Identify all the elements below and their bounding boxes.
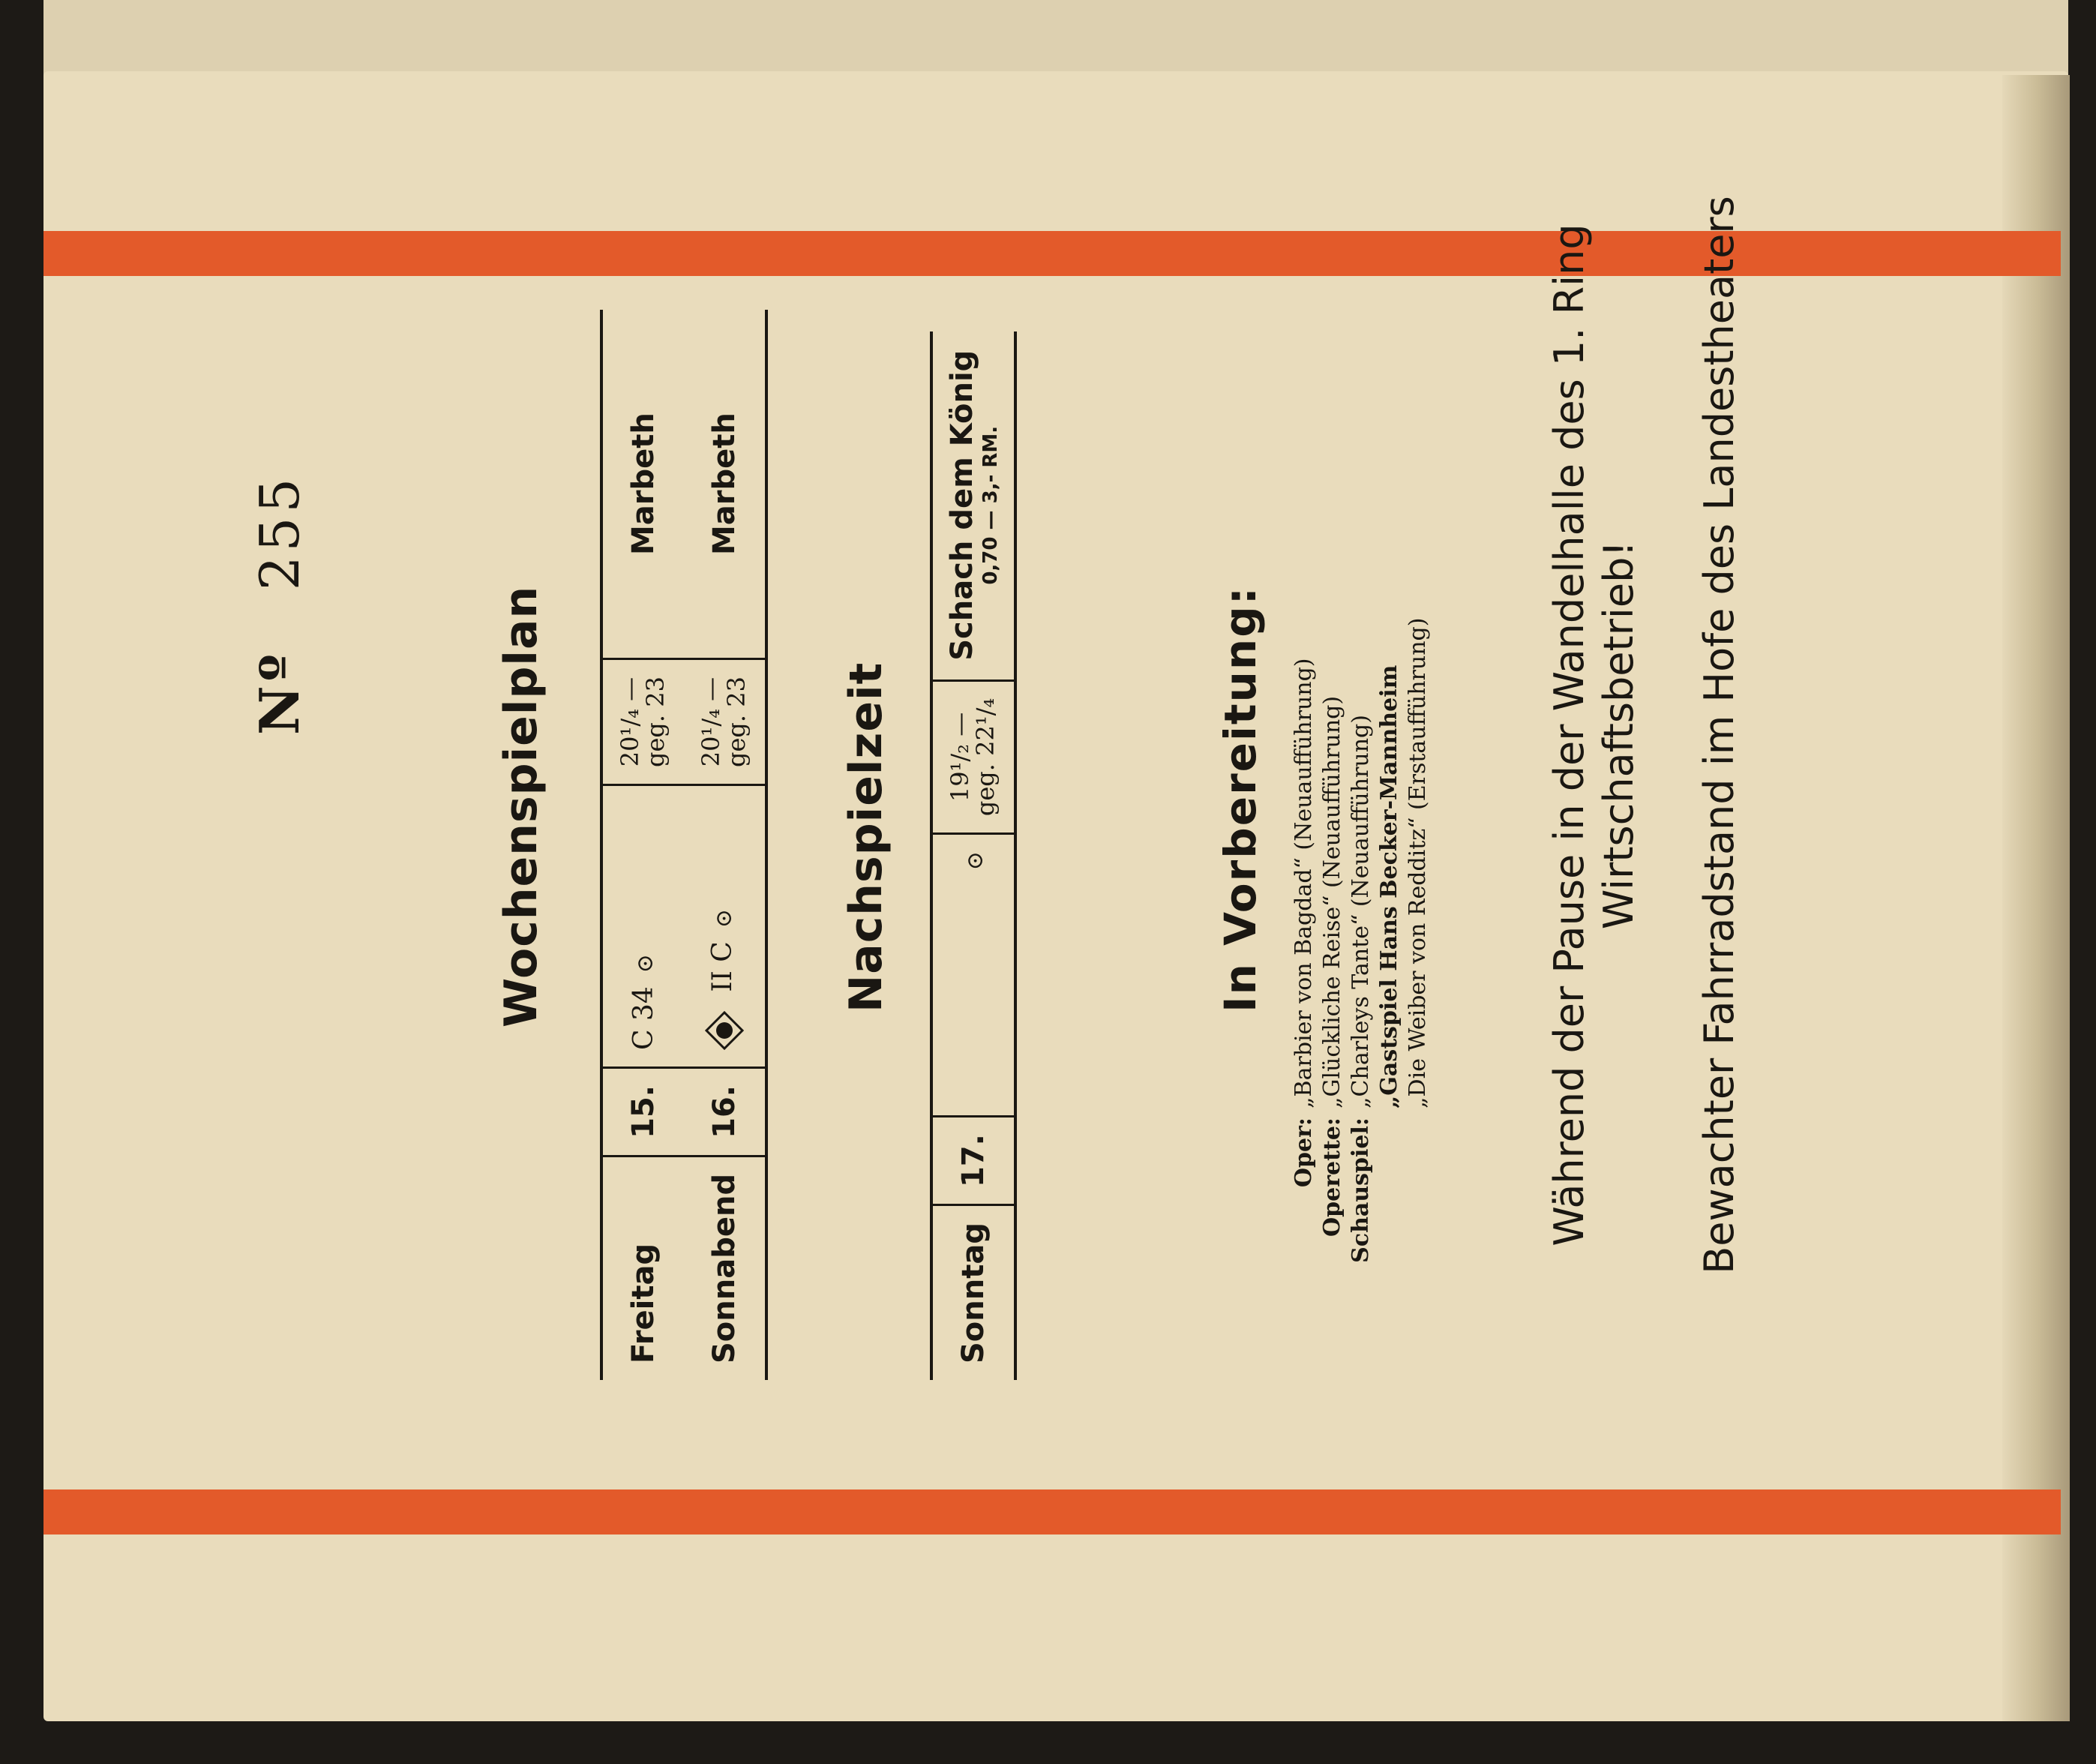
table-row [684, 310, 766, 1380]
weekly-heading: Wochenspielplan [495, 585, 547, 1028]
book-fold [2002, 75, 2070, 1721]
notice-line: Bewachter Fahrradstand im Hofe des Landestheaters [1696, 196, 1743, 1274]
table-row [601, 310, 684, 1380]
issue-number-value: 255 [248, 473, 311, 591]
day-cell: Sonnabend [684, 1156, 766, 1380]
time-end: geg. 23 [641, 676, 670, 768]
date-cell: 15. [601, 1068, 684, 1156]
item-text: „Die Weiber von Redditz“ (Erstaufführung) [1405, 617, 1431, 1108]
preparation-list [1290, 618, 1432, 1298]
time-cell [684, 659, 766, 785]
date-cell: 16. [684, 1068, 766, 1156]
day-cell: Freitag [601, 1156, 684, 1380]
weekly-table [600, 310, 768, 1380]
list-item [1318, 618, 1347, 1298]
post-heading: Nachspielzeit [840, 662, 892, 1012]
table-row [931, 332, 1015, 1380]
info-cell [931, 834, 1015, 1117]
time-start: 20¹/₄ — [616, 676, 645, 767]
list-item [1290, 618, 1318, 1298]
price-range: 0,70 — 3,- RM. [979, 425, 1002, 585]
notice-line: Während der Pause in der Wandelhalle des 1. Ring [1546, 224, 1593, 1246]
time-end: geg. 22¹/₄ [971, 698, 1000, 817]
item-text: „Charleys Tante“ (Neuaufführung) [1348, 715, 1374, 1108]
notice-catering [1545, 98, 1644, 1372]
notice-line: Wirtschaftsbetrieb! [1595, 540, 1642, 930]
info-text: C 34 [628, 986, 659, 1051]
list-item [1375, 618, 1404, 1298]
play-cell: Marbeth [684, 310, 766, 659]
issue-number [247, 474, 311, 735]
theater-emblem-icon [705, 1011, 744, 1050]
date-cell: 17. [931, 1117, 1015, 1205]
list-item [1347, 618, 1375, 1298]
symbol-icon: ⊙ [961, 851, 988, 871]
issue-number-prefix: Nº [247, 650, 311, 735]
category-label: Schauspiel: [1348, 1118, 1374, 1263]
post-table [930, 332, 1017, 1380]
time-cell [601, 659, 684, 785]
item-text: „Gastspiel Hans Becker-Mannheim [1376, 664, 1402, 1108]
info-cell [601, 785, 684, 1068]
symbol-icon: ⊙ [631, 954, 658, 974]
play-cell [931, 332, 1015, 681]
time-cell [931, 680, 1015, 833]
category-label: Oper: [1291, 1118, 1317, 1188]
play-cell: Marbeth [601, 310, 684, 659]
time-start: 20¹/₄ — [697, 676, 726, 767]
symbol-icon: ⊙ [711, 909, 737, 928]
preparation-heading: In Vorbereitung: [1215, 586, 1266, 1012]
info-text: II C [707, 941, 738, 992]
category-label: Operette: [1319, 1118, 1345, 1237]
info-cell [684, 785, 766, 1068]
play-title: Schach dem König [945, 350, 979, 661]
time-end: geg. 23 [722, 676, 751, 768]
time-start: 19¹/₂ — [946, 712, 975, 802]
rotated-content [75, 75, 1950, 1688]
notice-bicycles [1695, 98, 1744, 1372]
list-item [1404, 618, 1432, 1298]
item-text: „Glückliche Reise“ (Neuaufführung) [1319, 695, 1345, 1108]
previous-page-edge [43, 0, 2068, 77]
day-cell: Sonntag [931, 1205, 1015, 1381]
item-text: „Barbier von Bagdad“ (Neuaufführung) [1291, 658, 1317, 1108]
